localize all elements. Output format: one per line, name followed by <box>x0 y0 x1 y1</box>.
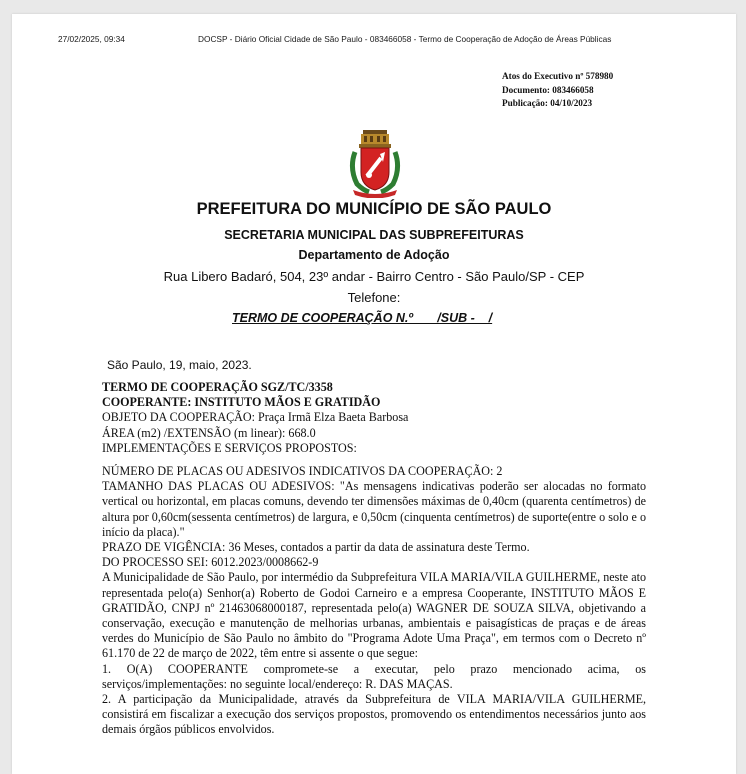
clause-1: 1. O(A) COOPERANTE compromete-se a executar, pelo prazo mencionado acima, os serviços/implementações: no seguinte local/endereço: R. DAS MAÇAS. <box>102 661 646 691</box>
termo-number-heading: TERMO DE COOPERAÇÃO N.º /SUB - / <box>232 311 493 325</box>
print-source: DOCSP - Diário Oficial Cidade de São Paulo - 083466058 - Termo de Cooperação de Adoção de Áreas Públicas <box>198 34 612 44</box>
objeto-line: OBJETO DA COOPERAÇÃO: Praça Irmã Elza Baeta Barbosa <box>102 410 409 425</box>
numero-placas-line: NÚMERO DE PLACAS OU ADESIVOS INDICATIVOS DA COOPERAÇÃO: 2 <box>102 464 503 479</box>
tamanho-placas-paragraph: TAMANHO DAS PLACAS OU ADESIVOS: "As mensagens indicativas poderão ser alocadas no formato vertical ou horizontal, em placas comuns, devendo ter dimensões máximas de 0,40cm (quarenta centímetros) de altura por 0,60cm(sessenta centímetros) de largura, e 0,50cm (cinquenta centímetros) de suporte(entre o solo e o início da placa)." <box>102 479 646 539</box>
publication-metadata <box>502 70 613 111</box>
date-line: São Paulo, 19, maio, 2023. <box>107 358 252 372</box>
implementacoes-line: IMPLEMENTAÇÕES E SERVIÇOS PROPOSTOS: <box>102 440 357 455</box>
document-page <box>12 14 736 774</box>
atos-number: Atos do Executivo nº 578980 <box>502 71 614 81</box>
print-timestamp: 27/02/2025, 09:34 <box>58 34 125 44</box>
address-line: Rua Libero Badaró, 504, 23º andar - Bairro Centro - São Paulo/SP - CEP <box>163 269 585 284</box>
prefeitura-title: PREFEITURA DO MUNICÍPIO DE SÃO PAULO <box>196 200 552 218</box>
secretaria-title: SECRETARIA MUNICIPAL DAS SUBPREFEITURAS <box>224 228 524 242</box>
document-number: Documento: 083466058 <box>502 84 594 95</box>
publication-date: Publicação: 04/10/2023 <box>502 98 593 108</box>
cooperante-line: COOPERANTE: INSTITUTO MÃOS E GRATIDÃO <box>102 395 381 410</box>
main-paragraph: A Municipalidade de São Paulo, por intermédio da Subprefeitura VILA MARIA/VILA GUILHERME, neste ato representada pelo(a) Senhor(a) Roberto de Godoi Carneiro e a empresa Cooperante, INSTITUTO MÃOS E GRATIDÃO, CNPJ nº 21463068000187, representada pelo(a) WAGNER DE SOUZA SILVA, objetivando a conservação, execução e manutenção de melhorias urbanas, ambientais e paisagísticas de praças e de áreas verdes do Município de São Paulo no âmbito do "Programa Adote Uma Praça", em termos com o Decreto nº 61.170 de 22 de março de 2022, têm entre si assente o que segue: <box>102 570 646 661</box>
departamento-title: Departamento de Adoção <box>298 248 450 262</box>
clause-2: 2. A participação da Municipalidade, através da Subprefeitura de VILA MARIA/VILA GUILHERME, consistirá em fiscalizar a execução dos serviços propostos, promovendo os entendimentos necessários junto aos demais órgãos públicos envolvidos. <box>102 692 646 737</box>
processo-line: DO PROCESSO SEI: 6012.2023/0008662-9 <box>102 555 319 570</box>
area-line: ÁREA (m2) /EXTENSÃO (m linear): 668.0 <box>102 425 316 440</box>
phone-line: Telefone: <box>347 290 401 305</box>
document-body <box>102 380 646 738</box>
prazo-line: PRAZO DE VIGÊNCIA: 36 Meses, contados a partir da data de assinatura deste Termo. <box>102 540 530 555</box>
coat-of-arms-icon <box>347 128 403 198</box>
termo-code: TERMO DE COOPERAÇÃO SGZ/TC/3358 <box>102 380 333 394</box>
